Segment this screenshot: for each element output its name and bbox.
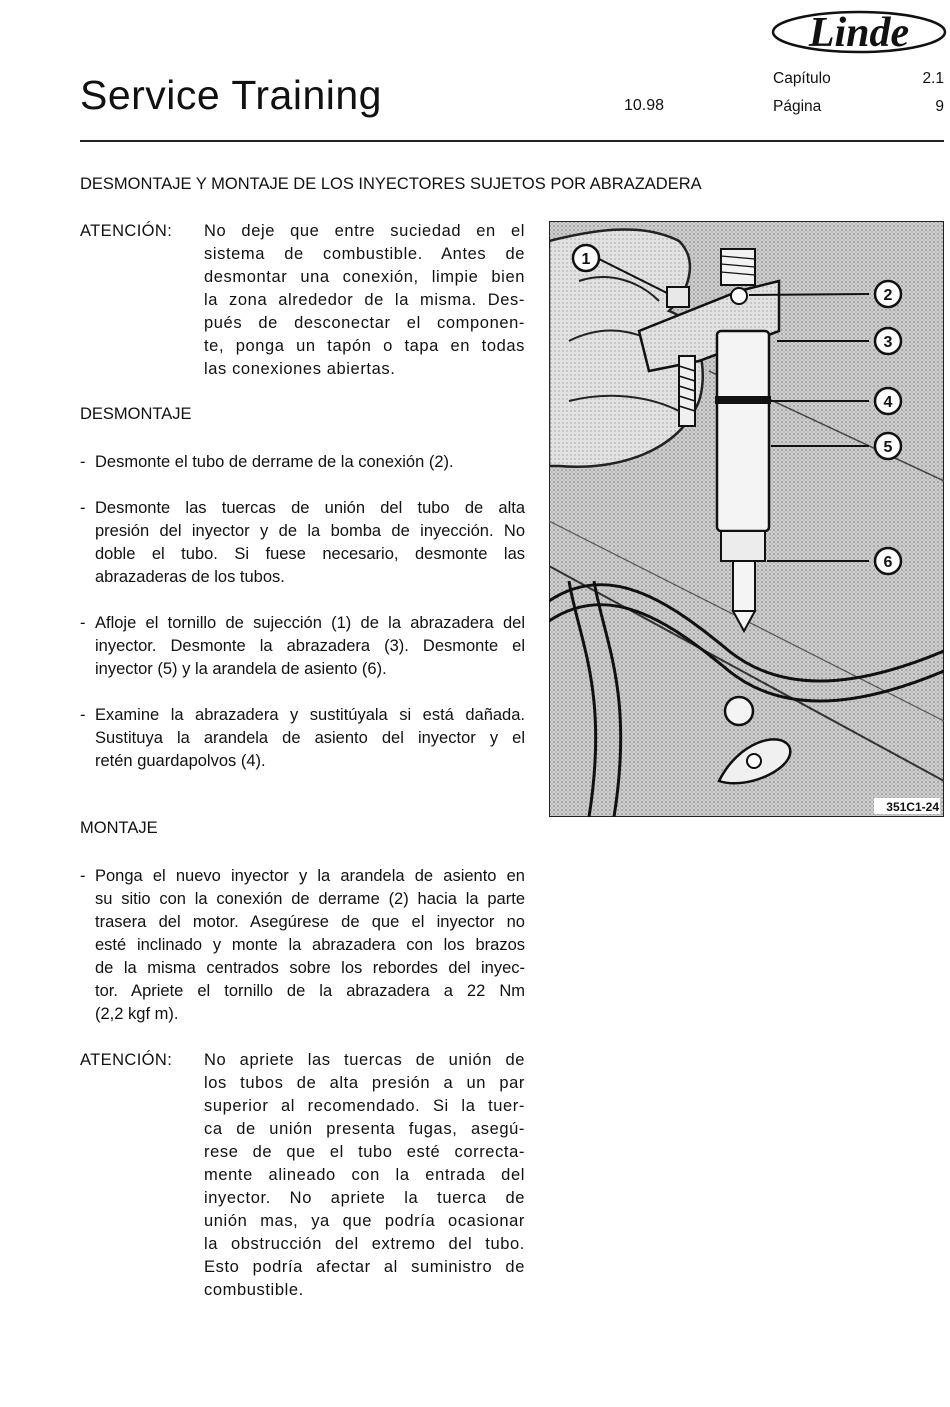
note-line: rese de que el tubo esté correcta-	[204, 1143, 525, 1161]
item-line: tor. Apriete el tornillo de la abrazadera a 22 Nm	[95, 982, 525, 1000]
item-line: Ponga el nuevo inyector y la arandela de asiento en	[95, 867, 525, 885]
bullet-dash: -	[80, 453, 86, 471]
item-line: de la misma centrados sobre los rebordes del inyec-	[95, 959, 525, 977]
revision-date: 10.98	[624, 97, 665, 114]
svg-text:1: 1	[581, 251, 591, 268]
note-line: No apriete las tuercas de unión de	[204, 1051, 525, 1069]
section-heading: DESMONTAJE Y MONTAJE DE LOS INYECTORES SUJETOS POR ABRAZADERA	[80, 175, 702, 193]
item-line: (2,2 kgf m).	[95, 1005, 179, 1023]
note-line: las conexiones abiertas.	[204, 360, 396, 378]
callout-3	[875, 328, 901, 354]
item-line: trasera del motor. Asegúrese de que el inyector no	[95, 913, 525, 931]
callout-2	[875, 281, 901, 307]
bullet-dash: -	[80, 499, 86, 517]
page-value: 9	[935, 98, 944, 115]
callout-6	[875, 548, 901, 574]
item-line: inyector (5) y la arandela de asiento (6).	[95, 660, 387, 678]
figure-code: 351C1-24	[886, 800, 939, 814]
item-line: Afloje el tornillo de sujección (1) de la abrazadera del	[95, 614, 525, 632]
note-line: combustible.	[204, 1281, 304, 1299]
list-item	[80, 612, 525, 681]
item-line: Sustituya la arandela de asiento del inyector y el	[95, 729, 525, 747]
note-line: unión mas, ya que podría ocasionar	[204, 1212, 525, 1230]
bullet-dash: -	[80, 614, 86, 632]
list-item	[80, 865, 525, 1026]
note-line: No deje que entre suciedad en el	[204, 222, 525, 240]
note-line: Esto podría afectar al suministro de	[204, 1258, 525, 1276]
chapter-value: 2.1	[922, 70, 944, 87]
attention-label: ATENCIÓN:	[80, 1051, 173, 1069]
note-line: superior al recomendado. Si la tuer-	[204, 1097, 525, 1115]
item-line: Desmonte el tubo de derrame de la conexión (2).	[95, 453, 454, 471]
note-line: inyector. No apriete la tuerca de	[204, 1189, 525, 1207]
callout-4	[875, 388, 901, 414]
list-item	[80, 704, 525, 773]
item-line: su sitio con la conexión de derrame (2) hacia la parte	[95, 890, 525, 908]
item-line: presión del inyector y de la bomba de inyección. No	[95, 522, 525, 540]
item-line: retén guardapolvos (4).	[95, 752, 266, 770]
item-line: inyector. Desmonte la abrazadera (3). Desmonte el	[95, 637, 525, 655]
svg-text:4: 4	[883, 394, 893, 411]
attention-note	[204, 220, 525, 381]
note-line: los tubos de alta presión a un par	[204, 1074, 525, 1092]
item-line: abrazaderas de los tubos.	[95, 568, 285, 586]
svg-text:3: 3	[883, 334, 893, 351]
header-rule	[80, 140, 944, 142]
svg-text:6: 6	[883, 554, 893, 571]
callout-5	[875, 433, 901, 459]
list-item	[80, 497, 525, 589]
note-line: ca de unión presenta fugas, asegú-	[204, 1120, 525, 1138]
page-title: Service Training	[80, 72, 382, 118]
injector-illustration	[549, 221, 944, 817]
note-line: desmontar una conexión, limpie bien	[204, 268, 525, 286]
note-line: sistema de combustible. Antes de	[204, 245, 525, 263]
chapter-label: Capítulo	[773, 70, 831, 87]
item-line: esté inclinado y monte la abrazadera con los brazos	[95, 936, 525, 954]
subsection-title: MONTAJE	[80, 819, 158, 837]
callout-1	[573, 245, 599, 271]
note-line: la obstrucción del extremo del tubo.	[204, 1235, 525, 1253]
svg-text:2: 2	[883, 287, 893, 304]
note-line: la zona alrededor de la misma. Des-	[204, 291, 525, 309]
list-item	[80, 451, 525, 474]
linde-logo	[770, 2, 948, 58]
note-line: te, ponga un tapón o tapa en todas	[204, 337, 525, 355]
note-line: mente alineado con la entrada del	[204, 1166, 525, 1184]
bullet-dash: -	[80, 706, 86, 724]
svg-text:5: 5	[883, 439, 893, 456]
attention-note	[204, 1049, 525, 1302]
note-line: pués de desconectar el componen-	[204, 314, 525, 332]
item-line: doble el tubo. Si fuese necesario, desmonte las	[95, 545, 525, 563]
item-line: Desmonte las tuercas de unión del tubo de alta	[95, 499, 525, 517]
item-line: Examine la abrazadera y sustitúyala si está dañada.	[95, 706, 525, 724]
svg-text:Linde: Linde	[808, 10, 910, 56]
bullet-dash: -	[80, 867, 86, 885]
subsection-title: DESMONTAJE	[80, 405, 192, 423]
attention-label: ATENCIÓN:	[80, 222, 173, 240]
page-label: Página	[773, 98, 822, 115]
